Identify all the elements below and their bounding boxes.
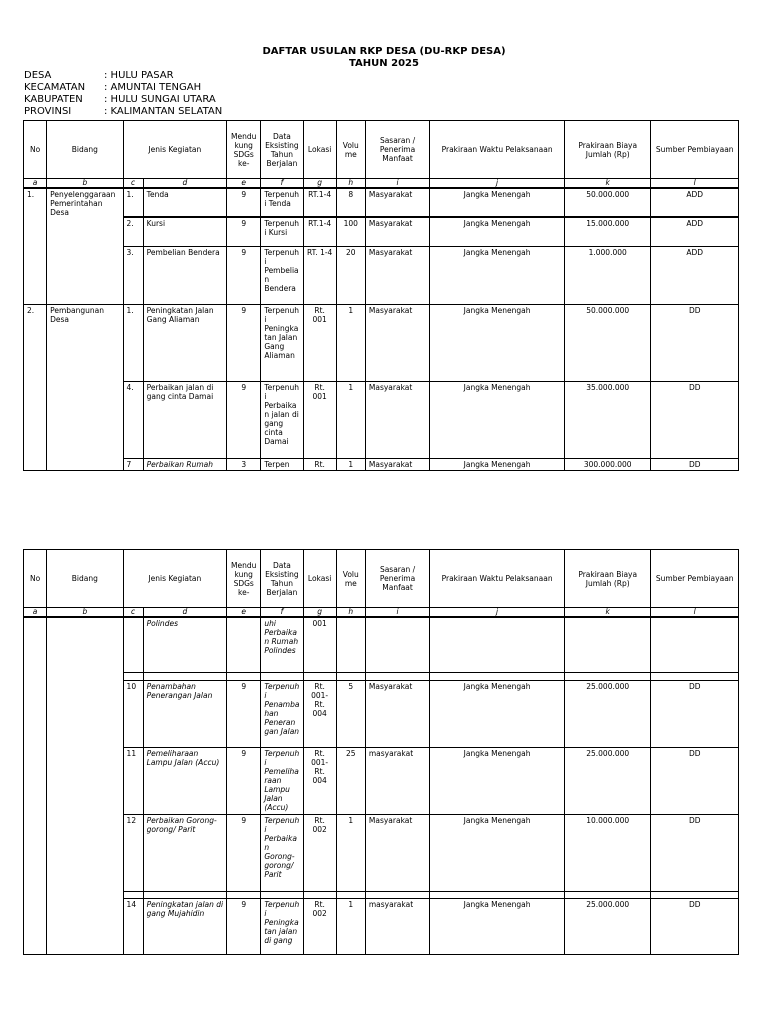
item-sdgs	[227, 617, 261, 672]
item-sumber: DD	[651, 898, 739, 954]
col-letter: i	[365, 608, 429, 618]
col-letter: f	[261, 179, 303, 189]
col-letter: h	[336, 179, 365, 189]
item-lokasi: Rt. 002	[303, 898, 336, 954]
item-sdgs: 9	[227, 188, 261, 217]
item-sasaran: Masyarakat	[365, 217, 429, 246]
col-letter: l	[651, 608, 739, 618]
table-row	[24, 617, 739, 672]
table-header-row	[24, 550, 739, 608]
table-row	[24, 381, 739, 458]
item-no: 10	[123, 680, 143, 747]
item-jenis: Perbaikan Gorong-gorong/ Parit	[143, 814, 226, 891]
item-lokasi: RT.1-4	[303, 217, 336, 246]
item-data: Terpenuhi Peningkatan Jalan Gang Aliaman	[261, 304, 303, 381]
item-volume: 1	[336, 381, 365, 458]
item-jenis: Perbaikan jalan di gang cinta Damai	[143, 381, 226, 458]
item-sasaran: Masyarakat	[365, 680, 429, 747]
item-sdgs: 9	[227, 680, 261, 747]
col-letter: c	[123, 179, 143, 189]
item-biaya: 50.000.000	[564, 188, 650, 217]
item-waktu: Jangka Menengah	[430, 898, 565, 954]
col-letter: k	[564, 608, 650, 618]
item-data: Terpenuhi Tenda	[261, 188, 303, 217]
item-biaya: 300.000.000	[564, 458, 650, 470]
item-volume: 20	[336, 246, 365, 304]
table-row	[24, 898, 739, 954]
rkp-table-page1	[23, 120, 739, 471]
item-volume: 1	[336, 304, 365, 381]
item-volume: 5	[336, 680, 365, 747]
item-waktu: Jangka Menengah	[430, 458, 565, 470]
col-header-jenis: Jenis Kegiatan	[123, 121, 227, 179]
row-no: 1.	[24, 188, 47, 304]
document-title: DAFTAR USULAN RKP DESA (DU-RKP DESA)	[262, 46, 506, 57]
row-no	[24, 617, 47, 954]
item-sdgs: 9	[227, 747, 261, 814]
col-header-sumber: Sumber Pembiayaan	[651, 121, 739, 179]
item-waktu: Jangka Menengah	[430, 381, 565, 458]
item-lokasi: Rt. 001	[303, 381, 336, 458]
item-sdgs: 9	[227, 304, 261, 381]
item-data: uhi Perbaikan Rumah Polindes	[261, 617, 303, 672]
meta-value: : HULU SUNGAI UTARA	[104, 94, 216, 105]
item-no: 1.	[123, 304, 143, 381]
item-no	[123, 617, 143, 672]
item-biaya: 25.000.000	[564, 898, 650, 954]
item-data: Terpenuhi Kursi	[261, 217, 303, 246]
item-sumber	[651, 617, 739, 672]
item-data: Terpenuhi Perbaikan Gorong-gorong/ Parit	[261, 814, 303, 891]
table-row	[24, 680, 739, 747]
col-header-waktu: Prakiraan Waktu Pelaksanaan	[430, 550, 565, 608]
item-sdgs: 9	[227, 898, 261, 954]
col-header-lokasi: Lokasi	[303, 121, 336, 179]
rkp-table-page2	[23, 549, 739, 955]
col-header-biaya: Prakiraan Biaya Jumlah (Rp)	[564, 550, 650, 608]
item-sasaran: masyarakat	[365, 747, 429, 814]
col-letter: k	[564, 179, 650, 189]
item-volume: 100	[336, 217, 365, 246]
item-sumber: ADD	[651, 217, 739, 246]
col-header-jenis: Jenis Kegiatan	[123, 550, 227, 608]
row-bidang: Pembangunan Desa	[47, 304, 123, 470]
item-no: 2.	[123, 217, 143, 246]
table-row-spacer	[24, 672, 739, 680]
table-row	[24, 458, 739, 470]
item-sumber: DD	[651, 458, 739, 470]
document-meta	[24, 70, 222, 118]
column-letter-row	[24, 608, 739, 618]
item-sumber: DD	[651, 680, 739, 747]
item-biaya: 25.000.000	[564, 747, 650, 814]
item-jenis: Peningkatan jalan di gang Mujahidin	[143, 898, 226, 954]
col-letter: e	[227, 608, 261, 618]
col-header-bidang: Bidang	[47, 550, 123, 608]
col-letter: b	[47, 179, 123, 189]
table-row	[24, 814, 739, 891]
item-waktu: Jangka Menengah	[430, 680, 565, 747]
col-letter: a	[24, 608, 47, 618]
item-jenis: Perbaikan Rumah	[143, 458, 226, 470]
item-lokasi: 001	[303, 617, 336, 672]
col-header-biaya: Prakiraan Biaya Jumlah (Rp)	[564, 121, 650, 179]
table-row	[24, 217, 739, 246]
item-data: Terpenuhi Peningkatan jalan di gang	[261, 898, 303, 954]
col-letter: l	[651, 179, 739, 189]
item-volume: 1	[336, 814, 365, 891]
meta-value: : KALIMANTAN SELATAN	[104, 106, 223, 117]
item-sumber: DD	[651, 814, 739, 891]
table-row	[24, 188, 739, 217]
col-header-sasaran: Sasaran / Penerima Manfaat	[365, 550, 429, 608]
item-biaya: 25.000.000	[564, 680, 650, 747]
item-no: 7	[123, 458, 143, 470]
meta-row	[24, 82, 222, 94]
item-sasaran: Masyarakat	[365, 188, 429, 217]
item-sumber: DD	[651, 747, 739, 814]
item-sdgs: 9	[227, 381, 261, 458]
item-sumber: ADD	[651, 188, 739, 217]
col-header-data: Data Eksisting Tahun Berjalan	[261, 121, 303, 179]
item-data: Terpenuhi Pembelian Bendera	[261, 246, 303, 304]
item-volume: 1	[336, 898, 365, 954]
item-jenis: Polindes	[143, 617, 226, 672]
column-letter-row	[24, 179, 739, 189]
col-letter: j	[430, 179, 565, 189]
row-bidang	[47, 617, 123, 954]
col-header-no: No	[24, 550, 47, 608]
item-biaya: 15.000.000	[564, 217, 650, 246]
item-volume: 8	[336, 188, 365, 217]
item-sumber: ADD	[651, 246, 739, 304]
item-sasaran: Masyarakat	[365, 246, 429, 304]
item-no: 14	[123, 898, 143, 954]
row-bidang: Penyelenggaraan Pemerintahan Desa	[47, 188, 123, 304]
item-waktu: Jangka Menengah	[430, 814, 565, 891]
item-data: Terpenuhi Penambahan Penerangan Jalan	[261, 680, 303, 747]
col-header-no: No	[24, 121, 47, 179]
item-jenis: Pemeliharaan Lampu Jalan (Accu)	[143, 747, 226, 814]
item-waktu: Jangka Menengah	[430, 304, 565, 381]
item-data: Terpenuhi Pemeliharaan Lampu Jalan (Accu)	[261, 747, 303, 814]
item-lokasi: Rt. 002	[303, 814, 336, 891]
item-jenis: Tenda	[143, 188, 226, 217]
item-biaya: 1.000.000	[564, 246, 650, 304]
meta-key: DESA	[24, 70, 52, 81]
item-biaya: 35.000.000	[564, 381, 650, 458]
item-no: 12	[123, 814, 143, 891]
item-sasaran: Masyarakat	[365, 458, 429, 470]
item-sumber: DD	[651, 304, 739, 381]
item-waktu: Jangka Menengah	[430, 246, 565, 304]
item-jenis: Kursi	[143, 217, 226, 246]
col-letter: g	[303, 179, 336, 189]
meta-key: KABUPATEN	[24, 94, 83, 105]
document-year: TAHUN 2025	[349, 58, 419, 69]
meta-key: PROVINSI	[24, 106, 72, 117]
col-letter: g	[303, 608, 336, 618]
item-lokasi: Rt. 001-Rt. 004	[303, 680, 336, 747]
item-lokasi: RT. 1-4	[303, 246, 336, 304]
col-letter: i	[365, 179, 429, 189]
item-no: 4.	[123, 381, 143, 458]
col-letter: f	[261, 608, 303, 618]
item-waktu: Jangka Menengah	[430, 217, 565, 246]
item-sumber: DD	[651, 381, 739, 458]
item-sasaran: Masyarakat	[365, 381, 429, 458]
table-row	[24, 246, 739, 304]
col-header-sumber: Sumber Pembiayaan	[651, 550, 739, 608]
item-waktu: Jangka Menengah	[430, 188, 565, 217]
col-letter: d	[143, 179, 226, 189]
item-jenis: Pembelian Bendera	[143, 246, 226, 304]
col-letter: h	[336, 608, 365, 618]
col-header-volume: Volume	[336, 550, 365, 608]
item-waktu	[430, 617, 565, 672]
item-sasaran: masyarakat	[365, 898, 429, 954]
col-letter: e	[227, 179, 261, 189]
col-header-lokasi: Lokasi	[303, 550, 336, 608]
meta-value: : AMUNTAI TENGAH	[104, 82, 202, 93]
col-header-sdgs: Mendukung SDGs ke-	[227, 550, 261, 608]
item-volume: 25	[336, 747, 365, 814]
item-sasaran: Masyarakat	[365, 814, 429, 891]
item-no: 1.	[123, 188, 143, 217]
col-header-volume: Volume	[336, 121, 365, 179]
item-sdgs: 3	[227, 458, 261, 470]
col-header-sdgs: Mendukung SDGs ke-	[227, 121, 261, 179]
item-no: 3.	[123, 246, 143, 304]
item-volume: 1	[336, 458, 365, 470]
item-biaya: 50.000.000	[564, 304, 650, 381]
item-sasaran	[365, 617, 429, 672]
meta-row	[24, 94, 222, 106]
table-row	[24, 304, 739, 381]
item-sdgs: 9	[227, 246, 261, 304]
item-lokasi: RT.1-4	[303, 188, 336, 217]
table-header-row	[24, 121, 739, 179]
item-waktu: Jangka Menengah	[430, 747, 565, 814]
meta-row	[24, 70, 222, 82]
item-jenis: Peningkatan Jalan Gang Aliaman	[143, 304, 226, 381]
item-data: Terpenuhi Perbaikan jalan di gang cinta Damai	[261, 381, 303, 458]
col-header-waktu: Prakiraan Waktu Pelaksanaan	[430, 121, 565, 179]
item-volume	[336, 617, 365, 672]
col-header-bidang: Bidang	[47, 121, 123, 179]
item-biaya	[564, 617, 650, 672]
col-letter: a	[24, 179, 47, 189]
item-lokasi: Rt. 001	[303, 304, 336, 381]
item-jenis: Penambahan Penerangan Jalan	[143, 680, 226, 747]
item-lokasi: Rt. 001-Rt. 004	[303, 747, 336, 814]
row-no: 2.	[24, 304, 47, 470]
col-letter: d	[143, 608, 226, 618]
item-data: Terpen	[261, 458, 303, 470]
meta-key: KECAMATAN	[24, 82, 86, 93]
table-row	[24, 747, 739, 814]
table-row-spacer	[24, 891, 739, 898]
meta-row	[24, 106, 222, 118]
item-sdgs: 9	[227, 814, 261, 891]
col-header-sasaran: Sasaran / Penerima Manfaat	[365, 121, 429, 179]
item-biaya: 10.000.000	[564, 814, 650, 891]
col-letter: c	[123, 608, 143, 618]
meta-value: : HULU PASAR	[104, 70, 174, 81]
item-sdgs: 9	[227, 217, 261, 246]
col-letter: j	[430, 608, 565, 618]
item-sasaran: Masyarakat	[365, 304, 429, 381]
col-header-data: Data Eksisting Tahun Berjalan	[261, 550, 303, 608]
col-letter: b	[47, 608, 123, 618]
item-lokasi: Rt.	[303, 458, 336, 470]
item-no: 11	[123, 747, 143, 814]
